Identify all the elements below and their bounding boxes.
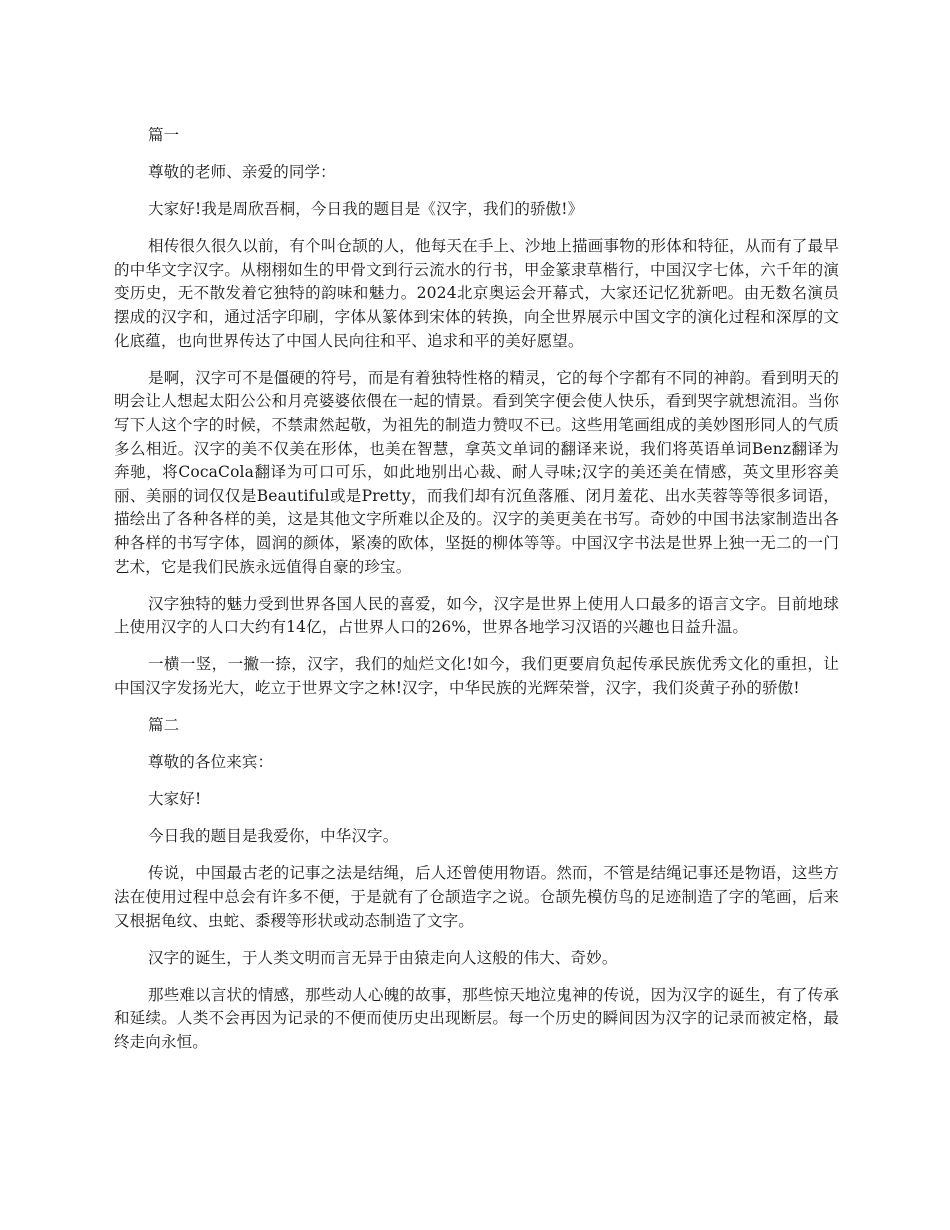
greeting-1: 大家好!我是周欣吾桐，今日我的题目是《汉字，我们的骄傲!》 — [148, 200, 584, 219]
salutation-1: 尊敬的老师、亲爱的同学： — [148, 163, 336, 182]
body-paragraph: 传说，中国最古老的记事之法是结绳，后人还曾使用物语。然而，不管是结绳记事还是物语，这些方法在使用过程中总会有许多不便，于是就有了仓颉造字之说。仓颉先模仿鸟的足迹制造了字的笔画，后来又根据龟纹、虫蛇、黍稷等形状或动态制造了文字。 — [114, 864, 839, 930]
greeting-2: 大家好! — [148, 790, 202, 809]
body-paragraph: 一横一竖，一撇一捺，汉字，我们的灿烂文化!如今，我们更要肩负起传承民族优秀文化的重担，让中国汉字发扬光大，屹立于世界文字之林!汉字，中华民族的光辉荣誉，汉字，我们炎黄子孙的骄傲! — [114, 655, 839, 697]
body-paragraph: 是啊，汉字可不是僵硬的符号，而是有着独特性格的精灵，它的每个字都有不同的神韵。看到明天的明会让人想起太阳公公和月亮婆婆依偎在一起的情景。看到笑字便会使人快乐，看到哭字就想流泪。当你写下人这个字的时候，不禁肃然起敬，为祖先的制造力赞叹不已。这些用笔画组成的美妙图形同人的气质多么相近。汉字的美不仅美在形体，也美在智慧，拿英文单词的翻译来说，我们将英语单词Benz翻译为奔驰，将CocaCola翻译为可口可乐，如此地别出心裁、耐人寻味;汉字的美还美在情感，英文里形容美丽、美丽的词仅仅是Beautiful或是Pretty，而我们却有沉鱼落雁、闭月羞花、出水芙蓉等等很多词语，描绘出了各种各样的美，这是其他文字所难以企及的。汉字的美更美在书写。奇妙的中国书法家制造出各种各样的书写字体，圆润的颜体，紧凑的欧体，坚挺的柳体等等。中国汉字书法是世界上独一无二的一门艺术，它是我们民族永远值得自豪的珍宝。 — [114, 368, 839, 576]
body-paragraph: 相传很久很久以前，有个叫仓颉的人，他每天在手上、沙地上描画事物的形体和特征，从而有了最早的中华文字汉字。从栩栩如生的甲骨文到行云流水的行书，甲金篆隶草楷行，中国汉字七体，六千年的演变历史，无不散发着它独特的韵味和魅力。2024北京奥运会开幕式，大家还记忆犹新吧。由无数名演员摆成的汉字和，通过活字印刷，字体从篆体到宋体的转换，向全世界展示中国文字的演化过程和深厚的文化底蕴，也向世界传达了中国人民向往和平、追求和平的美好愿望。 — [114, 237, 839, 350]
body-paragraph: 汉字的诞生，于人类文明而言无异于由猿走向人这般的伟大、奇妙。 — [148, 948, 618, 967]
section-heading-1: 篇一 — [148, 126, 180, 144]
salutation-2: 尊敬的各位来宾： — [148, 753, 274, 772]
topic-line: 今日我的题目是我爱你，中华汉字。 — [148, 827, 399, 846]
document-page — [114, 124, 839, 1068]
section-heading-2: 篇二 — [148, 715, 180, 734]
body-paragraph: 那些难以言状的情感，那些动人心魄的故事，那些惊天地泣鬼神的传说，因为汉字的诞生，有了传承和延续。人类不会再因为记录的不便而使历史出现断层。每一个历史的瞬间因为汉字的记录而被定格，最终走向永恒。 — [114, 985, 839, 1051]
body-paragraph: 汉字独特的魅力受到世界各国人民的喜爱，如今，汉字是世界上使用人口最多的语言文字。目前地球上使用汉字的人口大约有14亿，占世界人口的26%，世界各地学习汉语的兴趣也日益升温。 — [114, 594, 839, 637]
